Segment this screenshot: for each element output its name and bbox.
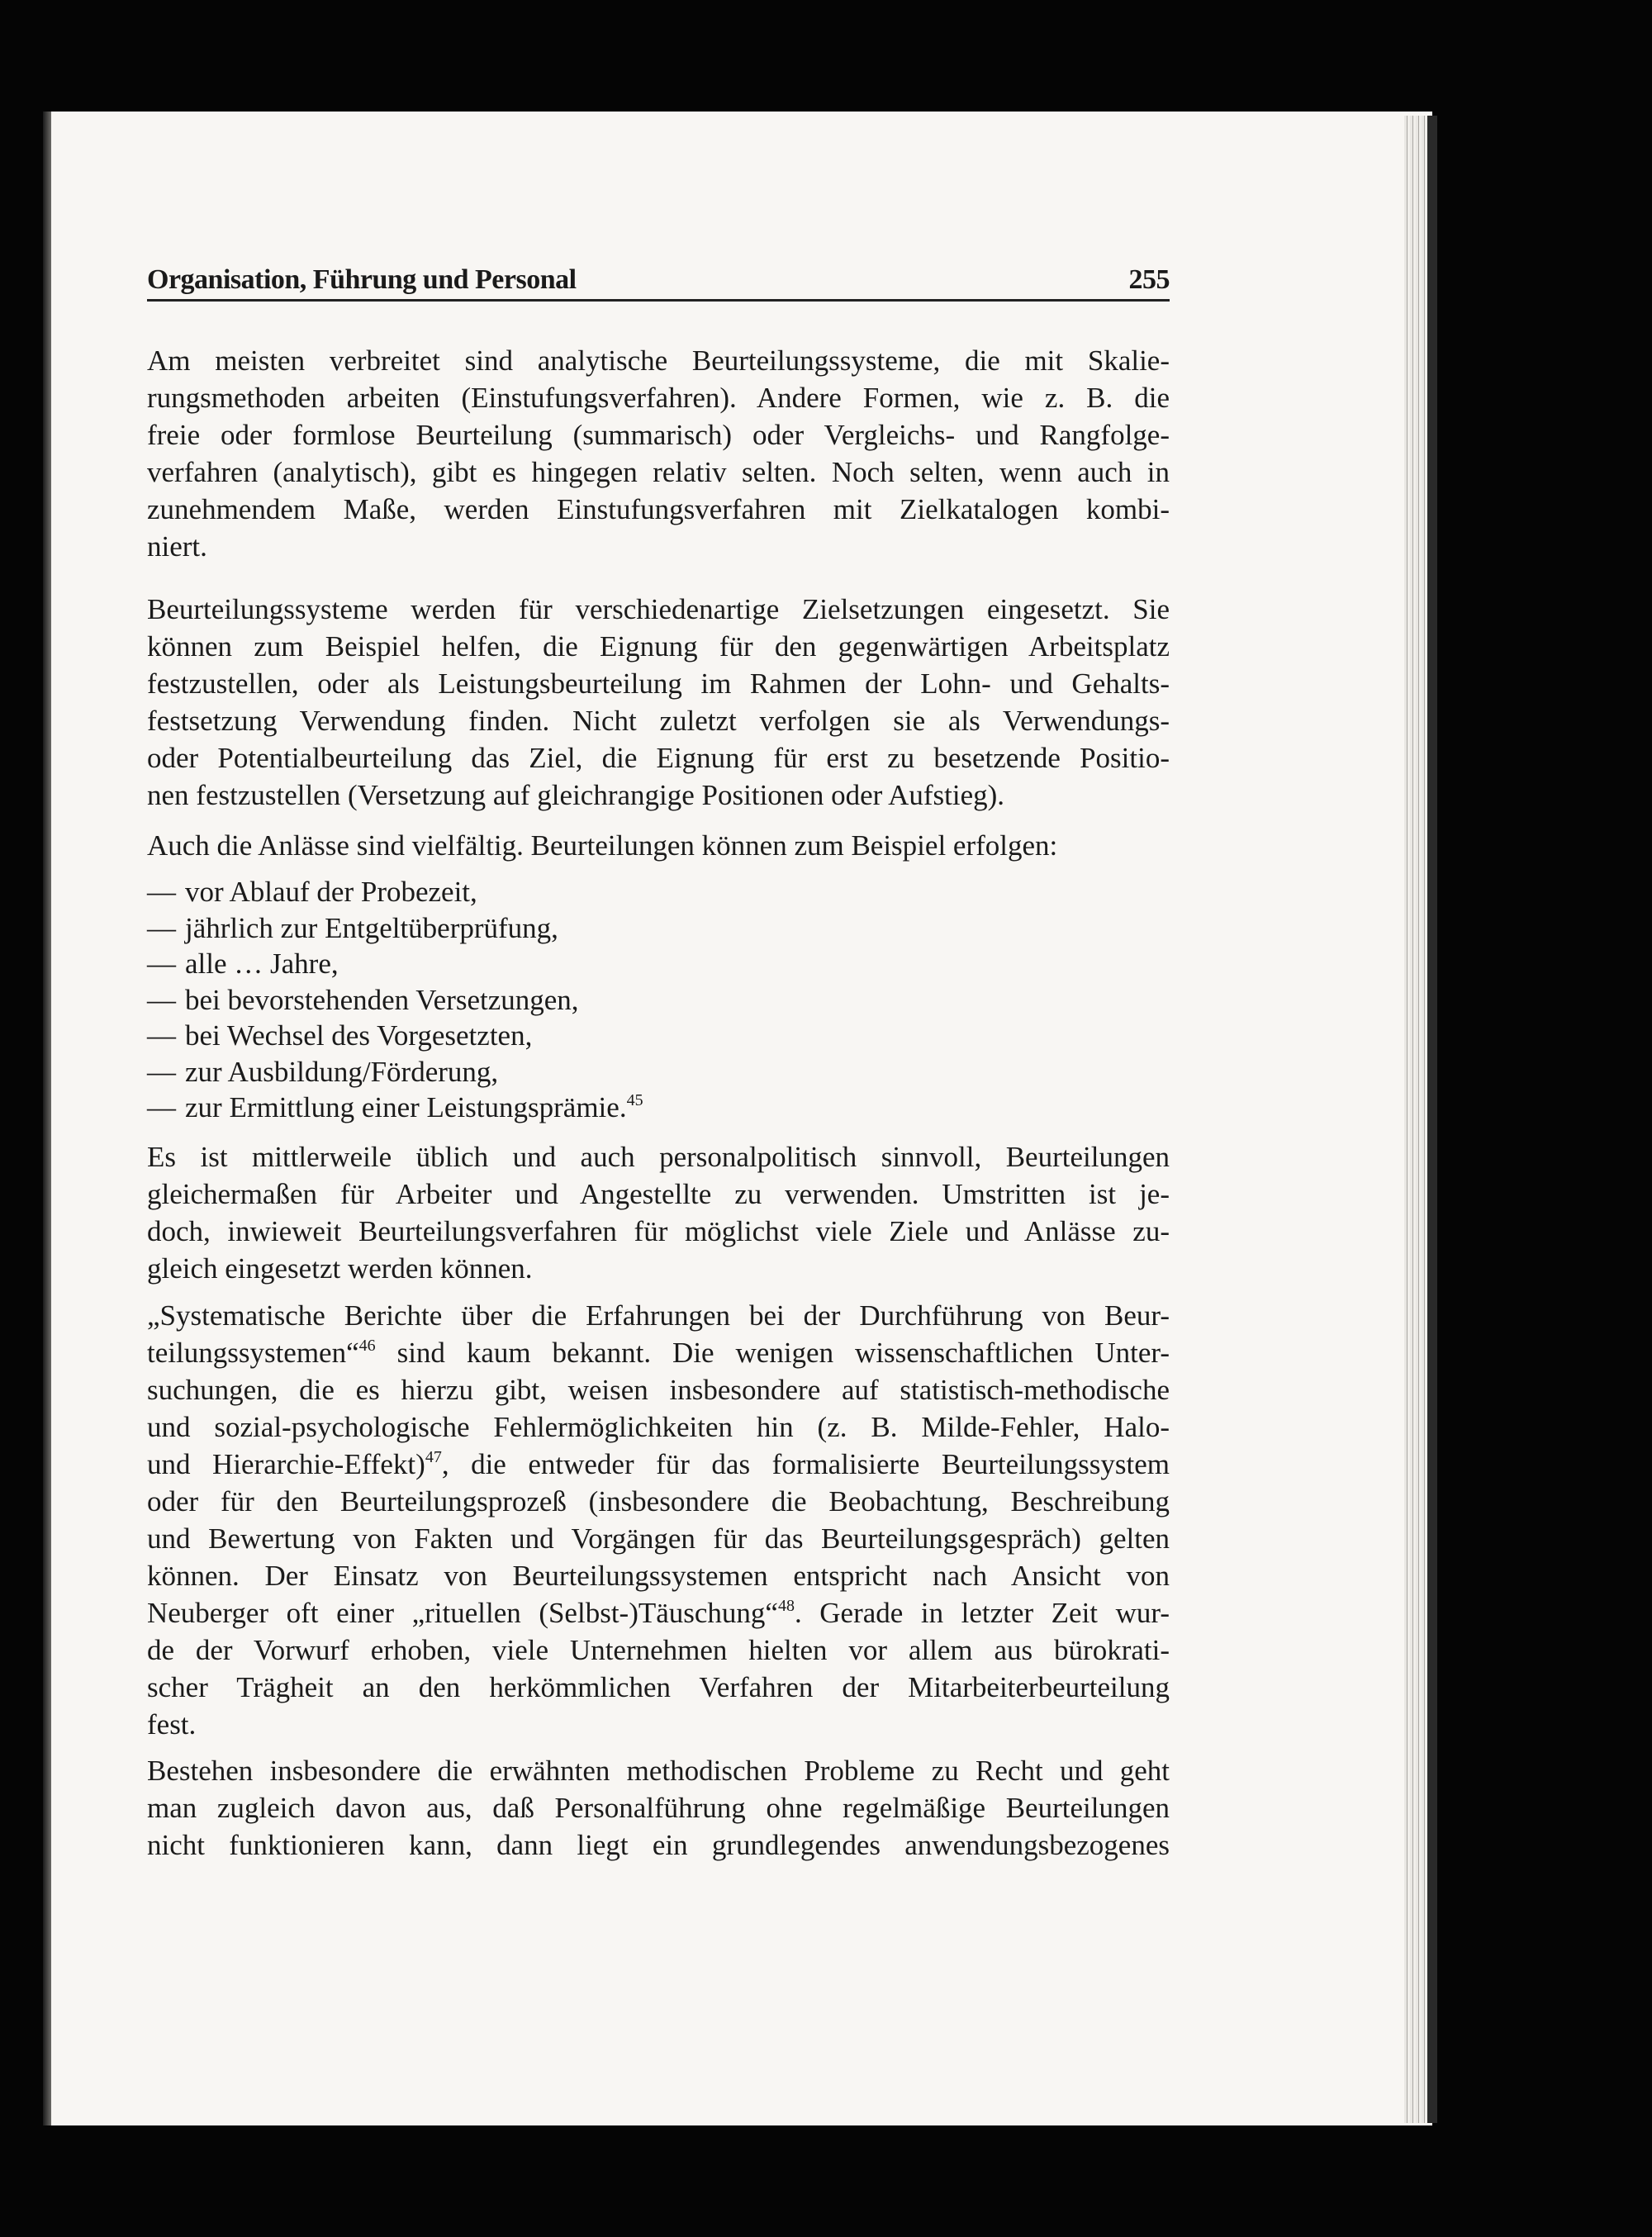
list-item: — bei Wechsel des Vorgesetzten,	[147, 1018, 1170, 1054]
text-line: Beurteilungssysteme werden für verschiedenartige Zielsetzungen eingesetzt. Sie	[147, 593, 1170, 625]
text-line: nen festzustellen (Versetzung auf gleichrangige Positionen oder Aufstieg).	[147, 779, 1005, 811]
text-line: man zugleich davon aus, daß Personalführung ohne regelmäßige Beurteilungen	[147, 1792, 1170, 1824]
text-line: suchungen, die es hierzu gibt, weisen insbesondere auf statistisch-methodische	[147, 1374, 1170, 1406]
list-item: — vor Ablauf der Probezeit,	[147, 874, 1170, 910]
page-edge-shadow	[1427, 116, 1437, 2123]
footnote-reference: 45	[626, 1091, 643, 1109]
paragraph	[147, 342, 1170, 565]
text-line: können zum Beispiel helfen, die Eignung für den gegenwärtigen Arbeitsplatz	[147, 630, 1170, 663]
paragraph	[147, 1752, 1170, 1864]
list-dash: —	[147, 911, 176, 944]
text-line: scher Trägheit an den herkömmlichen Verfahren der Mitarbeiterbeurteilung	[147, 1671, 1170, 1703]
footnote-reference: 47	[425, 1448, 442, 1466]
text-line: nicht funktionieren kann, dann liegt ein grundlegendes anwendungsbezogenes	[147, 1829, 1170, 1861]
text-line: „Systematische Berichte über die Erfahrungen bei der Durchführung von Beur-	[147, 1299, 1170, 1332]
text-line: oder Potentialbeurteilung das Ziel, die Eignung für erst zu besetzende Positio-	[147, 742, 1170, 774]
text-line: und sozial-psychologische Fehlermöglichkeiten hin (z. B. Milde-Fehler, Halo-	[147, 1411, 1170, 1443]
footnote-reference: 48	[777, 1597, 795, 1615]
paragraph	[147, 1138, 1170, 1287]
paragraph	[147, 591, 1170, 814]
list-item: — bei bevorstehenden Versetzungen,	[147, 982, 1170, 1019]
text-line: festsetzung Verwendung finden. Nicht zuletzt verfolgen sie als Verwendungs-	[147, 705, 1170, 737]
text-line: niert.	[147, 530, 207, 563]
text-line: festzustellen, oder als Leistungsbeurteilung im Rahmen der Lohn- und Gehalts-	[147, 667, 1170, 700]
list-dash: —	[147, 983, 176, 1016]
text-line: Am meisten verbreitet sind analytische Beurteilungssysteme, die mit Skalie-	[147, 344, 1170, 377]
page-number: 255	[1128, 264, 1170, 295]
list-dash: —	[147, 1091, 176, 1123]
text-line: oder für den Beurteilungsprozeß (insbesondere die Beobachtung, Beschreibung	[147, 1485, 1170, 1517]
text-line: fest.	[147, 1708, 197, 1741]
header-rule	[147, 299, 1170, 302]
list-item: — zur Ermittlung einer Leistungsprämie.$^{45}$	[147, 1090, 1170, 1126]
text-line: Neuberger oft einer „rituellen (Selbst-)Täuschung“$^{48}$. Gerade in letzter Zeit wur-	[147, 1597, 1170, 1629]
list-dash: —	[147, 1019, 176, 1052]
bullet-list	[147, 874, 1170, 1126]
list-item: — jährlich zur Entgeltüberprüfung,	[147, 910, 1170, 947]
text-line: und Hierarchie-Effekt)$^{47}$, die entweder für das formalisierte Beurteilungssystem	[147, 1448, 1170, 1480]
list-item: — zur Ausbildung/Förderung,	[147, 1054, 1170, 1090]
text-line: gleich eingesetzt werden können.	[147, 1252, 533, 1285]
text-line: und Bewertung von Fakten und Vorgängen für das Beurteilungsgespräch) gelten	[147, 1522, 1170, 1555]
footnote-reference: 46	[358, 1337, 376, 1355]
paragraph	[147, 827, 1170, 864]
text-line: rungsmethoden arbeiten (Einstufungsverfahren). Andere Formen, wie z. B. die	[147, 382, 1170, 414]
text-line: verfahren (analytisch), gibt es hingegen relativ selten. Noch selten, wenn auch in	[147, 456, 1170, 488]
list-dash: —	[147, 948, 176, 980]
list-dash: —	[147, 876, 176, 908]
text-line: teilungssystemen“$^{46}$ sind kaum bekannt. Die wenigen wissenschaftlichen Unter-	[147, 1337, 1170, 1369]
running-header	[147, 254, 1170, 296]
text-line: gleichermaßen für Arbeiter und Angestellte zu verwenden. Umstritten ist je-	[147, 1178, 1170, 1210]
text-line: Es ist mittlerweile üblich und auch personalpolitisch sinnvoll, Beurteilungen	[147, 1141, 1170, 1173]
text-line: freie oder formlose Beurteilung (summarisch) oder Vergleichs- und Rangfolge-	[147, 419, 1170, 451]
running-header-title: Organisation, Führung und Personal	[147, 264, 577, 295]
list-dash: —	[147, 1055, 176, 1088]
text-line: Bestehen insbesondere die erwähnten methodischen Probleme zu Recht und geht	[147, 1755, 1170, 1787]
text-line: zunehmendem Maße, werden Einstufungsverfahren mit Zielkatalogen kombi-	[147, 493, 1170, 525]
text-line: Auch die Anlässe sind vielfältig. Beurteilungen können zum Beispiel erfolgen:	[147, 829, 1058, 862]
paragraph	[147, 1297, 1170, 1743]
text-line: doch, inwieweit Beurteilungsverfahren für möglichst viele Ziele und Anlässe zu-	[147, 1215, 1170, 1247]
text-line: können. Der Einsatz von Beurteilungssystemen entspricht nach Ansicht von	[147, 1560, 1170, 1592]
text-line: de der Vorwurf erhoben, viele Unternehmen hielten vor allem aus bürokrati-	[147, 1634, 1170, 1666]
list-item: — alle … Jahre,	[147, 946, 1170, 982]
